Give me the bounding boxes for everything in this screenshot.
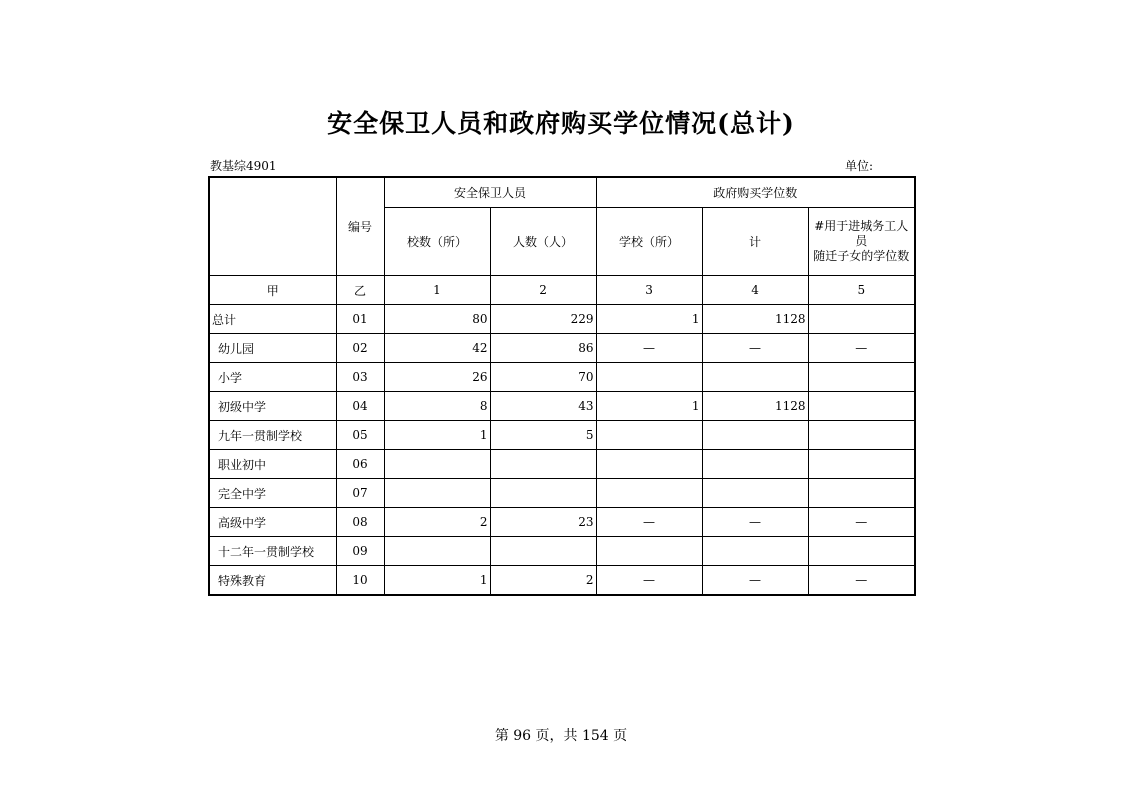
cell-purchase-total bbox=[702, 363, 808, 392]
form-code: 教基综4901 bbox=[210, 159, 277, 173]
index-cell: 乙 bbox=[336, 276, 384, 305]
page-footer: 第 96 页，共 154 页 bbox=[494, 728, 628, 744]
header-label-cell bbox=[209, 177, 336, 276]
row-code: 09 bbox=[336, 537, 384, 566]
row-code: 06 bbox=[336, 450, 384, 479]
cell-migrant-seats: — bbox=[808, 566, 915, 596]
cell-schools: 8 bbox=[384, 392, 490, 421]
index-cell: 3 bbox=[596, 276, 702, 305]
page-title: 安全保卫人员和政府购买学位情况(总计) bbox=[327, 109, 795, 138]
row-label: 九年一贯制学校 bbox=[209, 421, 336, 450]
row-label: 完全中学 bbox=[209, 479, 336, 508]
header-col-3: 学校（所） bbox=[596, 208, 702, 276]
cell-purchase-schools bbox=[596, 363, 702, 392]
cell-migrant-seats bbox=[808, 450, 915, 479]
cell-migrant-seats: — bbox=[808, 334, 915, 363]
cell-persons: 2 bbox=[490, 566, 596, 596]
report-table bbox=[208, 176, 916, 596]
cell-purchase-total: 1128 bbox=[702, 392, 808, 421]
cell-schools: 26 bbox=[384, 363, 490, 392]
cell-purchase-total: — bbox=[702, 334, 808, 363]
cell-purchase-schools: 1 bbox=[596, 392, 702, 421]
header-col-5-line1: #用于进城务工人员 bbox=[814, 219, 909, 248]
row-code: 02 bbox=[336, 334, 384, 363]
cell-schools: 2 bbox=[384, 508, 490, 537]
row-label: 十二年一贯制学校 bbox=[209, 537, 336, 566]
index-cell: 甲 bbox=[209, 276, 336, 305]
cell-persons: 229 bbox=[490, 305, 596, 334]
table-row bbox=[209, 508, 915, 537]
cell-persons: 23 bbox=[490, 508, 596, 537]
table-row bbox=[209, 392, 915, 421]
cell-migrant-seats bbox=[808, 363, 915, 392]
header-col-1: 校数（所） bbox=[384, 208, 490, 276]
cell-persons: 43 bbox=[490, 392, 596, 421]
cell-schools bbox=[384, 479, 490, 508]
row-label: 职业初中 bbox=[209, 450, 336, 479]
header-group-security: 安全保卫人员 bbox=[384, 177, 596, 208]
cell-purchase-schools: — bbox=[596, 508, 702, 537]
table-row bbox=[209, 537, 915, 566]
cell-purchase-schools bbox=[596, 450, 702, 479]
table-row bbox=[209, 363, 915, 392]
header-group-purchase: 政府购买学位数 bbox=[596, 177, 915, 208]
cell-schools bbox=[384, 450, 490, 479]
row-code: 05 bbox=[336, 421, 384, 450]
row-label: 总计 bbox=[209, 305, 336, 334]
row-label: 特殊教育 bbox=[209, 566, 336, 596]
row-code: 03 bbox=[336, 363, 384, 392]
cell-purchase-total bbox=[702, 479, 808, 508]
cell-persons bbox=[490, 450, 596, 479]
table-row bbox=[209, 450, 915, 479]
cell-persons: 86 bbox=[490, 334, 596, 363]
cell-purchase-total: 1128 bbox=[702, 305, 808, 334]
cell-persons: 70 bbox=[490, 363, 596, 392]
cell-purchase-total bbox=[702, 537, 808, 566]
index-row bbox=[209, 276, 915, 305]
header-col-5-line2: 随迁子女的学位数 bbox=[813, 249, 910, 263]
table-row bbox=[209, 421, 915, 450]
row-label: 小学 bbox=[209, 363, 336, 392]
table-row bbox=[209, 305, 915, 334]
table-row bbox=[209, 566, 915, 596]
cell-migrant-seats bbox=[808, 479, 915, 508]
table-row bbox=[209, 334, 915, 363]
unit-label: 单位: bbox=[845, 159, 874, 173]
cell-migrant-seats bbox=[808, 537, 915, 566]
cell-schools: 1 bbox=[384, 566, 490, 596]
cell-persons bbox=[490, 537, 596, 566]
cell-schools: 42 bbox=[384, 334, 490, 363]
row-code: 08 bbox=[336, 508, 384, 537]
cell-purchase-total bbox=[702, 421, 808, 450]
cell-schools bbox=[384, 537, 490, 566]
cell-purchase-schools: 1 bbox=[596, 305, 702, 334]
row-code: 04 bbox=[336, 392, 384, 421]
cell-persons bbox=[490, 479, 596, 508]
row-code: 01 bbox=[336, 305, 384, 334]
cell-migrant-seats bbox=[808, 305, 915, 334]
index-cell: 1 bbox=[384, 276, 490, 305]
table-row bbox=[209, 479, 915, 508]
row-code: 10 bbox=[336, 566, 384, 596]
cell-schools: 1 bbox=[384, 421, 490, 450]
cell-persons: 5 bbox=[490, 421, 596, 450]
cell-schools: 80 bbox=[384, 305, 490, 334]
cell-purchase-total bbox=[702, 450, 808, 479]
row-label: 幼儿园 bbox=[209, 334, 336, 363]
cell-purchase-schools bbox=[596, 479, 702, 508]
header-col-2: 人数（人） bbox=[490, 208, 596, 276]
cell-purchase-schools: — bbox=[596, 334, 702, 363]
index-cell: 4 bbox=[702, 276, 808, 305]
cell-purchase-schools: — bbox=[596, 566, 702, 596]
cell-purchase-total: — bbox=[702, 566, 808, 596]
cell-migrant-seats bbox=[808, 421, 915, 450]
row-code: 07 bbox=[336, 479, 384, 508]
row-label: 高级中学 bbox=[209, 508, 336, 537]
cell-purchase-schools bbox=[596, 421, 702, 450]
header-col-5 bbox=[808, 208, 915, 276]
cell-migrant-seats bbox=[808, 392, 915, 421]
cell-migrant-seats: — bbox=[808, 508, 915, 537]
row-label: 初级中学 bbox=[209, 392, 336, 421]
index-cell: 5 bbox=[808, 276, 915, 305]
cell-purchase-schools bbox=[596, 537, 702, 566]
cell-purchase-total: — bbox=[702, 508, 808, 537]
index-cell: 2 bbox=[490, 276, 596, 305]
header-code: 编号 bbox=[336, 177, 384, 276]
header-col-4: 计 bbox=[702, 208, 808, 276]
